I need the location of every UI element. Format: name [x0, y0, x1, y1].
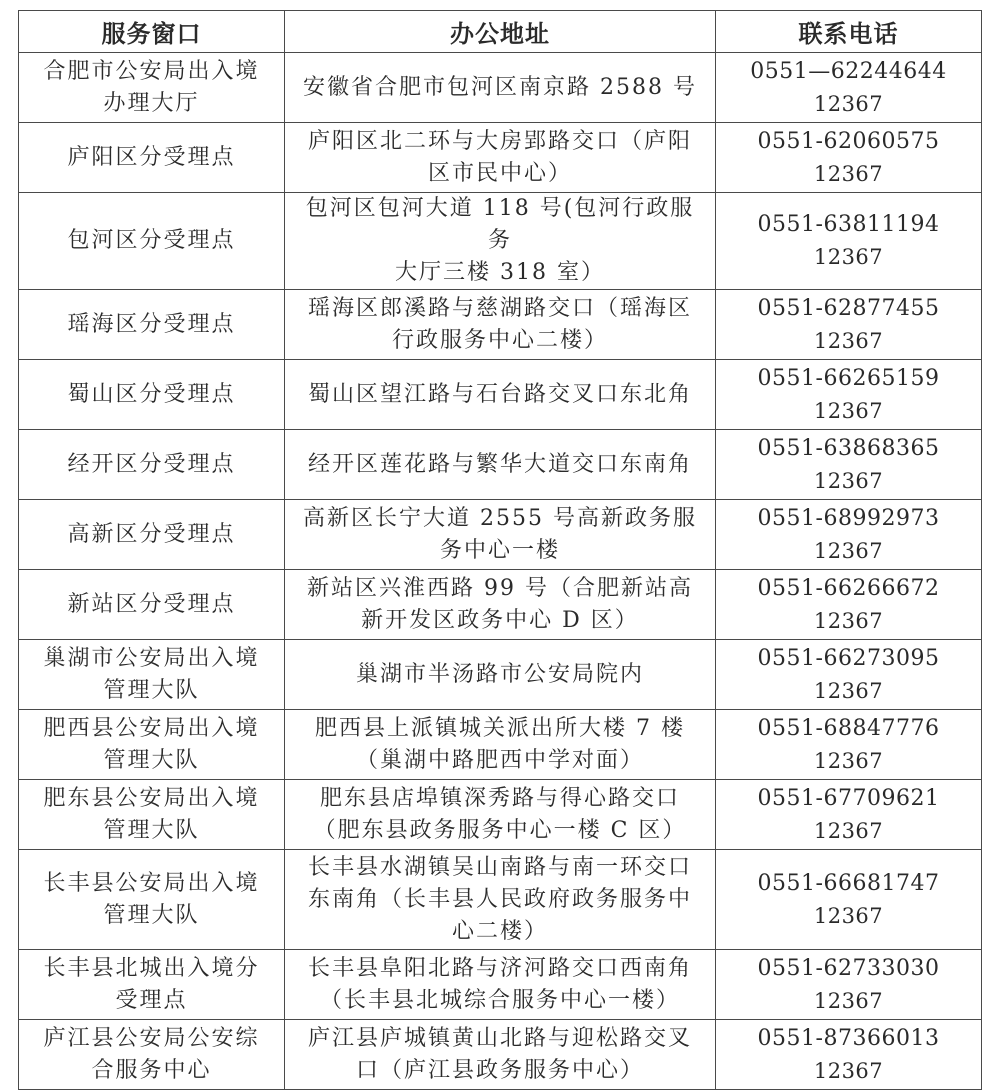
header-office-address: 办公地址: [285, 11, 716, 53]
table-row: [19, 640, 982, 710]
service-window-cell: 长丰县北城出入境分 受理点: [19, 950, 285, 1020]
office-address-cell: 高新区长宁大道 2555 号高新政务服 务中心一楼: [285, 500, 716, 570]
service-window-cell: 巢湖市公安局出入境 管理大队: [19, 640, 285, 710]
hotline-number: 12367: [813, 818, 884, 843]
service-window-cell: 包河区分受理点: [19, 193, 285, 290]
contact-phone-cell: [716, 123, 982, 193]
office-address-cell: 肥东县店埠镇深秀路与得心路交口 （肥东县政务服务中心一楼 C 区）: [285, 780, 716, 850]
phone-number: 0551-62733030: [757, 955, 940, 981]
service-window-cell: 瑶海区分受理点: [19, 290, 285, 360]
hotline-number: 12367: [813, 245, 884, 269]
phone-number: 0551-63811194: [757, 212, 940, 237]
hotline-number: 12367: [813, 538, 884, 563]
table-row: [19, 710, 982, 780]
contact-phone-cell: [716, 500, 982, 570]
service-window-cell: 庐江县公安局公安综 合服务中心: [19, 1020, 285, 1090]
office-address-cell: 瑶海区郎溪路与慈湖路交口（瑶海区 行政服务中心二楼）: [285, 290, 716, 360]
table-row: [19, 1020, 982, 1090]
contact-phone-cell: [716, 53, 982, 123]
phone-number: 0551-66273095: [757, 645, 940, 671]
service-window-cell: 高新区分受理点: [19, 500, 285, 570]
phone-number: 0551-68992973: [757, 505, 940, 531]
hotline-number: 12367: [813, 1058, 884, 1083]
contact-phone-cell: [716, 360, 982, 430]
hotline-number: 12367: [813, 748, 884, 773]
hotline-number: 12367: [813, 608, 884, 633]
contact-phone-cell: [716, 290, 982, 360]
phone-number: 0551-66681747: [757, 870, 940, 896]
office-address-cell: 包河区包河大道 118 号(包河行政服务 大厅三楼 318 室）: [285, 193, 716, 290]
phone-number: 0551-87366013: [757, 1025, 940, 1051]
office-address-cell: 庐阳区北二环与大房郢路交口（庐阳 区市民中心）: [285, 123, 716, 193]
header-contact-phone: 联系电话: [716, 11, 982, 53]
table-row: [19, 360, 982, 430]
table-row: [19, 430, 982, 500]
service-window-cell: 长丰县公安局出入境 管理大队: [19, 850, 285, 950]
service-window-cell: 肥西县公安局出入境 管理大队: [19, 710, 285, 780]
contact-phone-cell: [716, 570, 982, 640]
contact-phone-cell: [716, 780, 982, 850]
table-row: [19, 950, 982, 1020]
office-address-cell: 巢湖市半汤路市公安局院内: [285, 640, 716, 710]
phone-number: 0551—62244644: [750, 58, 947, 84]
table-row: [19, 53, 982, 123]
service-window-cell: 肥东县公安局出入境 管理大队: [19, 780, 285, 850]
hotline-number: 12367: [813, 678, 884, 703]
hotline-number: 12367: [813, 91, 884, 116]
office-address-cell: 新站区兴淮西路 99 号（合肥新站高 新开发区政务中心 D 区）: [285, 570, 716, 640]
table-row: [19, 193, 982, 290]
service-window-table: [18, 10, 982, 1090]
contact-phone-cell: [716, 950, 982, 1020]
hotline-number: 12367: [813, 903, 884, 928]
office-address-cell: 肥西县上派镇城关派出所大楼 7 楼 （巢湖中路肥西中学对面）: [285, 710, 716, 780]
hotline-number: 12367: [813, 161, 884, 186]
office-address-cell: 蜀山区望江路与石台路交叉口东北角: [285, 360, 716, 430]
office-address-cell: 庐江县庐城镇黄山北路与迎松路交叉 口（庐江县政务服务中心）: [285, 1020, 716, 1090]
office-address-cell: 经开区莲花路与繁华大道交口东南角: [285, 430, 716, 500]
contact-phone-cell: [716, 850, 982, 950]
contact-phone-cell: [716, 710, 982, 780]
phone-number: 0551-63868365: [757, 435, 940, 461]
contact-phone-cell: [716, 193, 982, 290]
phone-number: 0551-67709621: [757, 785, 940, 811]
phone-number: 0551-68847776: [757, 715, 940, 741]
table-row: [19, 500, 982, 570]
hotline-number: 12367: [813, 468, 884, 493]
table-row: [19, 570, 982, 640]
table-row: [19, 123, 982, 193]
table-header-row: [19, 11, 982, 53]
contact-phone-cell: [716, 430, 982, 500]
service-window-cell: 蜀山区分受理点: [19, 360, 285, 430]
service-window-cell: 庐阳区分受理点: [19, 123, 285, 193]
office-address-cell: 安徽省合肥市包河区南京路 2588 号: [285, 53, 716, 123]
office-address-cell: 长丰县水湖镇吴山南路与南一环交口 东南角（长丰县人民政府政务服务中 心二楼）: [285, 850, 716, 950]
phone-number: 0551-62060575: [757, 128, 940, 154]
office-address-cell: 长丰县阜阳北路与济河路交口西南角 （长丰县北城综合服务中心一楼）: [285, 950, 716, 1020]
service-window-cell: 新站区分受理点: [19, 570, 285, 640]
table-row: [19, 780, 982, 850]
contact-phone-cell: [716, 1020, 982, 1090]
table-row: [19, 290, 982, 360]
phone-number: 0551-62877455: [757, 295, 940, 321]
service-window-cell: 经开区分受理点: [19, 430, 285, 500]
hotline-number: 12367: [813, 988, 884, 1013]
phone-number: 0551-66265159: [757, 365, 940, 391]
phone-number: 0551-66266672: [757, 575, 940, 601]
service-window-cell: 合肥市公安局出入境 办理大厅: [19, 53, 285, 123]
contact-phone-cell: [716, 640, 982, 710]
hotline-number: 12367: [813, 328, 884, 353]
header-service-window: 服务窗口: [19, 11, 285, 53]
hotline-number: 12367: [813, 398, 884, 423]
table-row: [19, 850, 982, 950]
